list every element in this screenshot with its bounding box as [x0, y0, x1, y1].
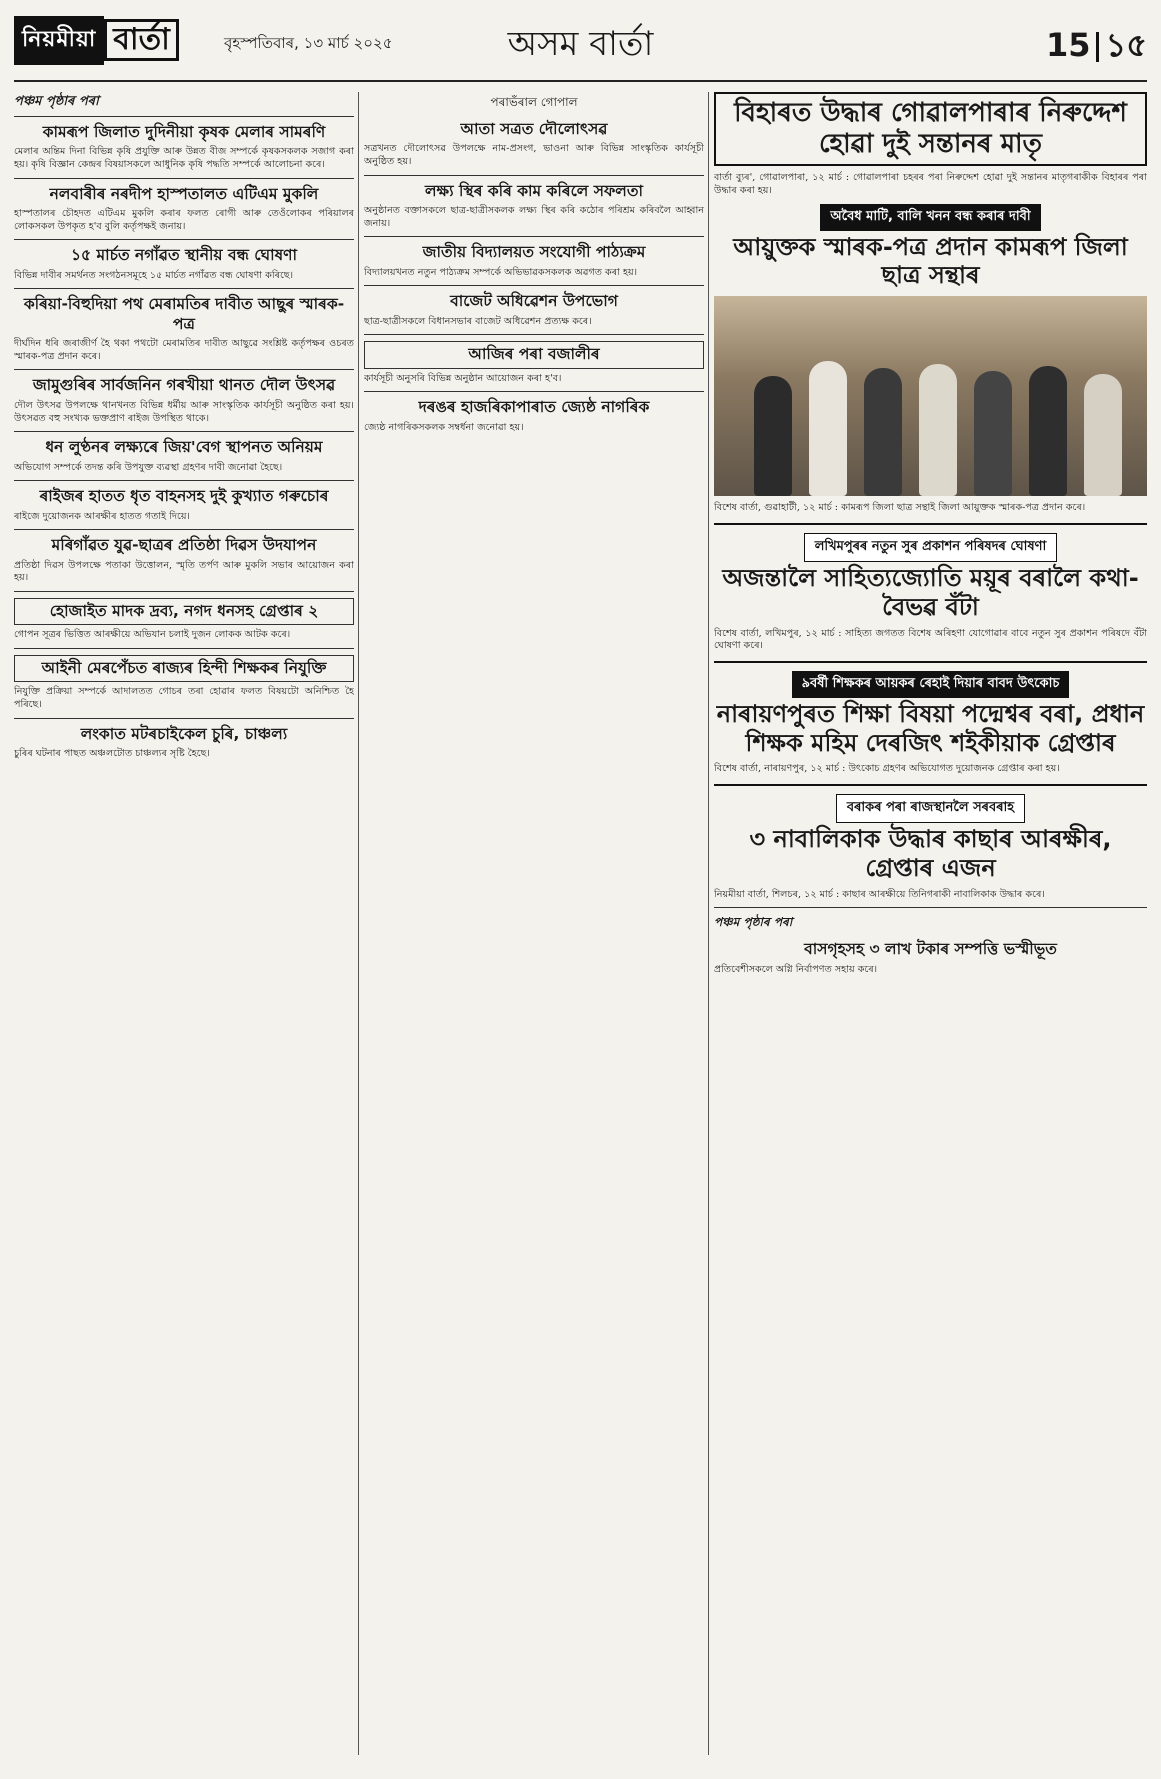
article-body: ৰাইজে দুয়োজনক আৰক্ষীৰ হাতত গতাই দিয়ে।: [14, 510, 190, 522]
article-headline: লংকাত মটৰচাইকেল চুৰি, চাঞ্চল্য: [80, 724, 288, 743]
article-body: গোপন সূত্ৰৰ ভিত্তিত আৰক্ষীয়ে অভিযান চলাই দুজন লোকক আটক কৰে।: [14, 629, 291, 641]
article-body: দীৰ্ঘদিন ধৰি জৰাজীৰ্ণ হৈ থকা পথটো মেৰামতিৰ দাবীত আছুৱে সংশ্লিষ্ট কৰ্তৃপক্ষৰ ওচৰত স্মাৰক-পত্ৰ প্ৰদান কৰে।: [14, 338, 354, 362]
article-headline: লক্ষ্য স্থিৰ কৰি কাম কৰিলে সফলতা: [425, 181, 643, 200]
photo-caption: বিশেষ বাৰ্তা, গুৱাহাটী, ১২ মাৰ্চ : কামৰূপ জিলা ছাত্ৰ সন্থাই জিলা আয়ুক্তক স্মাৰক-পত্ৰ প্ৰদান কৰে।: [714, 502, 1086, 514]
article-headline: আইনী মেৰপেঁচত ৰাজ্যৰ হিন্দী শিক্ষকৰ নিযুক্তি: [14, 655, 354, 682]
news-photo: [714, 296, 1147, 496]
column-1: [14, 92, 354, 1755]
article-body: বিশেষ বাৰ্তা, লখিমপুৰ, ১২ মাৰ্চ : সাহিত্য জগতত বিশেষ অৰিহণা যোগোৱাৰ বাবে নতুন সুৰ প্ৰকাশন পৰিষদে বঁটা ঘোষণা কৰে।: [714, 627, 1147, 652]
article-headline: কামৰূপ জিলাত দুদিনীয়া কৃষক মেলাৰ সামৰণি: [42, 123, 326, 141]
article-headline: আতা সত্ৰত দৌলোৎসৱ: [460, 120, 608, 138]
article-body: প্ৰতিষ্ঠা দিৱস উপলক্ষে পতাকা উত্তোলন, স্মৃতি তৰ্পণ আৰু মুকলি সভাৰ আয়োজন কৰা হয়।: [14, 559, 354, 584]
article-body: প্ৰতিবেশীসকলে অগ্নি নিৰ্বাপণত সহায় কৰে।: [714, 963, 878, 975]
article-body: বিভিন্ন দাবীৰ সমৰ্থনত সংগঠনসমূহে ১৫ মাৰ্চত নগাঁৱত বন্ধ ঘোষণা কৰিছে।: [14, 269, 294, 281]
column-3: [714, 92, 1147, 1755]
article-headline: জামুগুৰিৰ সাৰ্বজনিন গৰখীয়া থানত দৌল উৎসৱ: [32, 376, 336, 395]
article-body: কাৰ্যসূচী অনুসৰি বিভিন্ন অনুষ্ঠান আয়োজন কৰা হ'ব।: [364, 372, 562, 384]
lead-headline: বিহাৰত উদ্ধাৰ গোৱালপাৰাৰ নিৰুদ্দেশ হোৱা দুই সন্তানৰ মাতৃ: [714, 92, 1147, 166]
article-headline: ১৫ মাৰ্চত নগাঁৱত স্থানীয় বন্ধ ঘোষণা: [70, 246, 298, 265]
article-headline: জাতীয় বিদ্যালয়ত সংযোগী পাঠ্যক্ৰম: [422, 243, 646, 262]
issue-date: বৃহস্পতিবাৰ, ১৩ মাৰ্চ ২০২৫: [224, 34, 393, 52]
article-body: নিযুক্তি প্ৰক্ৰিয়া সম্পৰ্কে আদালতত গোচৰ তৰা হোৱাৰ ফলত বিষয়টো অনিশ্চিত হৈ পৰিছে।: [14, 686, 354, 710]
article-headline: কৰিয়া-বিহুদিয়া পথ মেৰামতিৰ দাবীত আছুৰ স্মাৰক-পত্ৰ: [23, 295, 345, 333]
logo-part-b: বাৰ্তা: [104, 19, 179, 61]
kicker: অবৈধ মাটি, বালি খনন বন্ধ কৰাৰ দাবী: [820, 204, 1040, 231]
column-2: [364, 92, 704, 1755]
article-body: মেলাৰ অন্তিম দিনা বিভিন্ন কৃষি প্ৰযুক্তি আৰু উন্নত বীজ সম্পৰ্কে কৃষকসকলক সজাগ কৰা হয়। কৃষি বিজ্ঞান কেন্দ্ৰৰ বিষয়াসকলে আধুনিক কৃষি পদ্ধতি সম্পৰ্কে আলোচনা কৰে।: [14, 146, 354, 171]
article-body: চুৰিৰ ঘটনাৰ পাছত অঞ্চলটোত চাঞ্চল্যৰ সৃষ্টি হৈছে।: [14, 748, 210, 759]
article-headline: অজন্তালৈ সাহিত্যজ্যোতি ময়ূৰ বৰালৈ কথা-বৈভৱ বঁটা: [722, 563, 1139, 621]
continued-tag: পঞ্চম পৃষ্ঠাৰ পৰা: [714, 915, 793, 930]
article-body: জ্যেষ্ঠ নাগৰিকসকলক সম্বৰ্ধনা জনোৱা হয়।: [364, 421, 524, 433]
article-body: ছাত্ৰ-ছাত্ৰীসকলে বিধানসভাৰ বাজেট অধিৱেশন প্ৰত্যক্ষ কৰে।: [364, 315, 592, 327]
page-number-assamese: ১৫: [1105, 26, 1147, 64]
article-body: নিয়মীয়া বাৰ্তা, শিলচৰ, ১২ মাৰ্চ : কাছাৰ আৰক্ষীয়ে তিনিগৰাকী নাবালিকাক উদ্ধাৰ কৰে।: [714, 888, 1045, 900]
article-body: অনুষ্ঠানত বক্তাসকলে ছাত্ৰ-ছাত্ৰীসকলক লক্ষ্য স্থিৰ কৰি কঠোৰ পৰিশ্ৰম কৰিবলৈ আহ্বান জনায়।: [364, 205, 704, 229]
article-headline: নলবাৰীৰ নৰদীপ হাস্পতালত এটিএম মুকলি: [49, 184, 319, 203]
masthead: [14, 10, 1147, 82]
article-headline: ৩ নাবালিকাক উদ্ধাৰ কাছাৰ আৰক্ষীৰ, গ্ৰেপ্তাৰ এজন: [749, 825, 1112, 882]
logo-part-a: নিয়মীয়া: [14, 16, 104, 65]
article-headline: দৰঙৰ হাজৰিকাপাৰাত জ্যেষ্ঠ নাগৰিক: [418, 398, 650, 417]
article-headline: ৰাইজৰ হাতত ধৃত বাহনসহ দুই কুখ্যাত গৰুচোৰ: [39, 487, 329, 506]
byline: পৰাভঁৰাল গোপাল: [490, 95, 578, 109]
page-number-latin: 15: [1045, 26, 1091, 64]
article-body: সত্ৰখনত দৌলোৎসৱ উপলক্ষে নাম-প্ৰসংগ, ভাওনা আৰু বিভিন্ন সাংস্কৃতিক কাৰ্যসূচী অনুষ্ঠিত হয়।: [364, 143, 704, 168]
article-body: দৌল উৎসৱ উপলক্ষে থানখনত বিভিন্ন ধৰ্মীয় আৰু সাংস্কৃতিক কাৰ্যসূচী অনুষ্ঠিত কৰা হয়। উৎসৱত বহু সংখ্যক ভক্তপ্ৰাণ ৰাইজ উপস্থিত থাকে।: [14, 399, 354, 424]
section-title: অসম বাৰ্তা: [507, 24, 654, 64]
article-headline: বাসগৃহসহ ৩ লাখ টকাৰ সম্পত্তি ভস্মীভূত: [804, 940, 1057, 959]
article-headline: নাৰায়ণপুৰত শিক্ষা বিষয়া পদ্মেশ্বৰ বৰা, প্ৰধান শিক্ষক মহিম দেৰজিৎ শইকীয়াক গ্ৰেপ্তাৰ: [716, 699, 1145, 757]
kicker: বৰাকৰ পৰা ৰাজস্থানলৈ সৰবৰাহ: [836, 794, 1025, 823]
article-headline: বাজেট অধিৱেশন উপভোগ: [450, 292, 618, 311]
kicker: লখিমপুৰৰ নতুন সুৰ প্ৰকাশন পৰিষদৰ ঘোষণা: [804, 533, 1058, 562]
article-body: অভিযোগ সম্পৰ্কে তদন্ত কৰি উপযুক্ত ব্যৱস্থা গ্ৰহণৰ দাবী জনোৱা হৈছে।: [14, 461, 283, 473]
page-number: [1046, 20, 1147, 74]
column-divider: [708, 92, 709, 1755]
article-body: হাস্পতালৰ চৌহদত এটিএম মুকলি কৰাৰ ফলত ৰোগী আৰু তেওঁলোকৰ পৰিয়ালৰ লোকসকল উপকৃত হ'ব বুলি কৰ্তৃপক্ষই জনায়।: [14, 208, 354, 232]
continued-tag: পঞ্চম পৃষ্ঠাৰ পৰা: [14, 92, 354, 117]
article-body: বিশেষ বাৰ্তা, নাৰায়ণপুৰ, ১২ মাৰ্চ : উৎকোচ গ্ৰহণৰ অভিযোগত দুয়োজনক গ্ৰেপ্তাৰ কৰা হয়।: [714, 763, 1060, 775]
article-headline: হোজাইত মাদক দ্ৰব্য, নগদ ধনসহ গ্ৰেপ্তাৰ ২: [14, 598, 354, 625]
article-headline: আজিৰ পৰা বজালীৰ: [364, 341, 704, 368]
article-headline: আয়ুক্তক স্মাৰক-পত্ৰ প্ৰদান কামৰূপ জিলা ছাত্ৰ সন্থাৰ: [733, 232, 1128, 290]
article-headline: মৰিগাঁৱত যুৱ-ছাত্ৰৰ প্ৰতিষ্ঠা দিৱস উদযাপন: [51, 536, 317, 555]
lead-body: বাৰ্তা ব্যুৰ', গোৱালপাৰা, ১২ মাৰ্চ : গোৱালপাৰা চহৰৰ পৰা নিৰুদ্দেশ হোৱা দুই সন্তানৰ মাতৃগৰাকীক বিহাৰৰ পৰা উদ্ধাৰ কৰা হয়।: [714, 172, 1147, 197]
column-divider: [358, 92, 359, 1755]
article-headline: ধন লুণ্ঠনৰ লক্ষ্যৰে জিয়'বেগ স্থাপনত অনিয়ম: [45, 438, 323, 457]
kicker: ৯বৰ্ষী শিক্ষকৰ আয়কৰ ৰেহাই দিয়াৰ বাবদ উৎকোচ: [792, 671, 1070, 698]
article-body: বিদ্যালয়খনত নতুন পাঠ্যক্ৰম সম্পৰ্কে অভিভাৱকসকলক অৱগত কৰা হয়।: [364, 266, 638, 278]
